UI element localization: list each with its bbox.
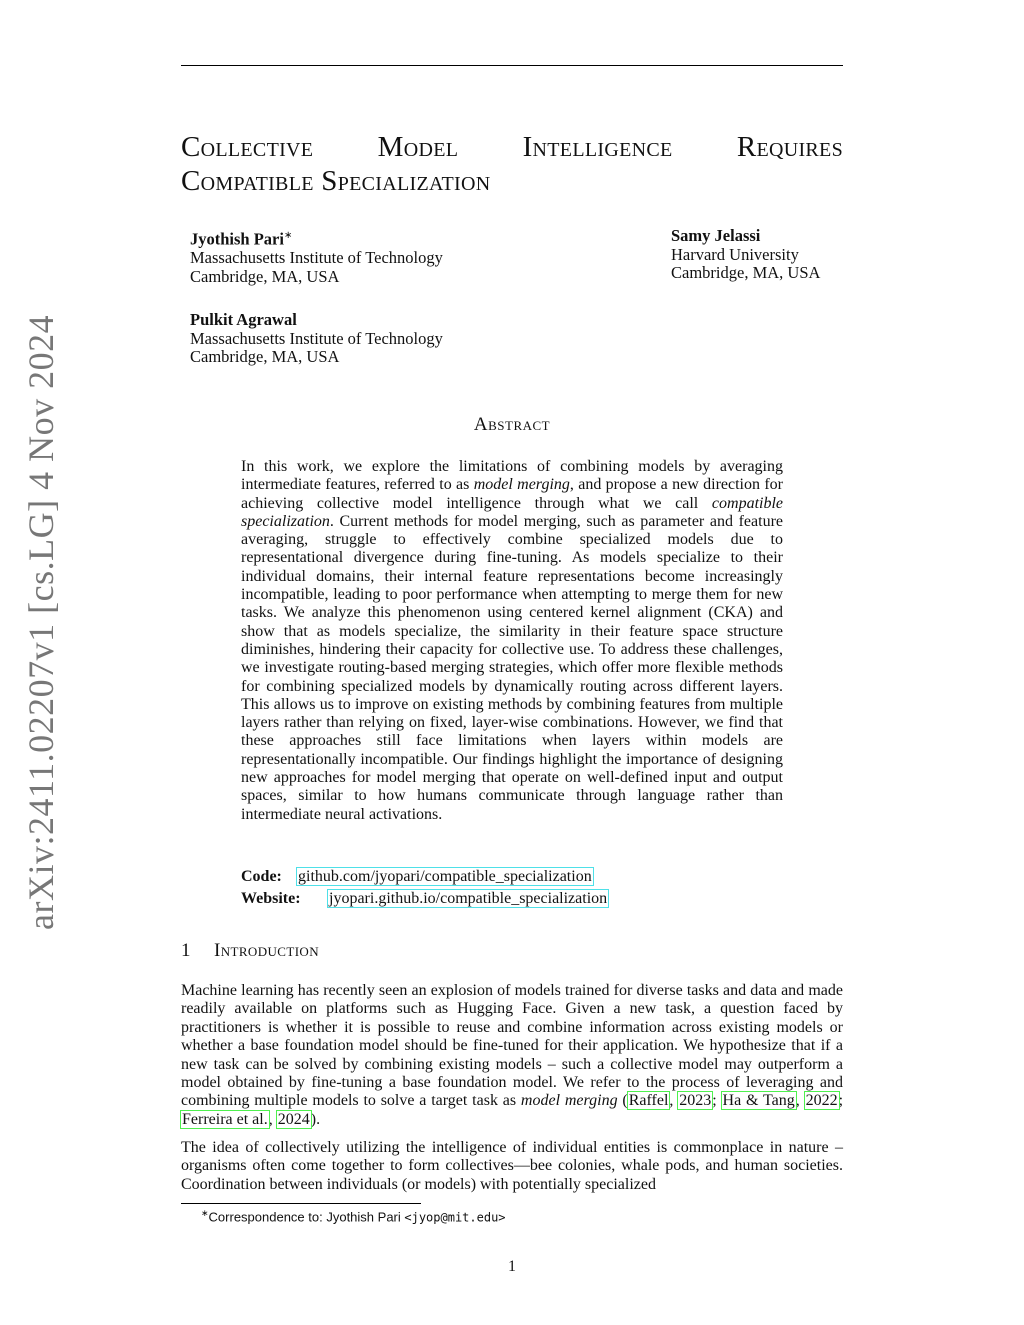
intro-paragraph-2: The idea of collectively utilizing the intelligence of individual entities is commonplace in nature – organisms often come together to form collectives—bee colonies, whale pods, and human societies. Coordination between individuals (or models) with potentially specialized	[181, 1139, 843, 1193]
author-location: Cambridge, MA, USA	[190, 266, 340, 286]
website-link[interactable]: jyopari.github.io/compatible_specialization	[329, 890, 608, 907]
paragraph-emphasis: model merging	[520, 1092, 618, 1110]
paper-title	[181, 130, 843, 198]
author-block	[190, 311, 443, 367]
paragraph-text: (	[617, 1092, 628, 1110]
footnote-text: Correspondence to: Jyothish Pari	[208, 1209, 405, 1225]
footnote-email[interactable]: <jyop@mit.edu>	[404, 1210, 506, 1225]
citation-link[interactable]: 2023	[679, 1092, 712, 1110]
title-word: Intelligence	[522, 131, 673, 163]
citation-link[interactable]: Raffel	[628, 1092, 669, 1110]
abstract-text: In this work, we explore the limitations of combining models by averaging intermediate features, referred to as	[241, 458, 783, 494]
abstract-text: , and propose a new direction for achieving collective model intelligence through what we call	[241, 476, 783, 512]
footnote-mark: ∗	[283, 230, 293, 241]
website-label: Website:	[241, 890, 301, 907]
author-name: Pulkit Agrawal	[190, 310, 297, 329]
title-line-2: Compatible Specialization	[181, 165, 491, 197]
author-block	[671, 227, 820, 283]
footnote	[201, 1208, 506, 1224]
paragraph-text: ).	[310, 1110, 321, 1128]
code-link[interactable]: github.com/jyopari/compatible_specialization	[298, 868, 592, 885]
page-number: 1	[508, 1258, 516, 1275]
abstract-heading: Abstract	[473, 414, 551, 435]
code-label: Code:	[241, 868, 282, 885]
author-location: Cambridge, MA, USA	[190, 347, 340, 366]
author-location: Cambridge, MA, USA	[671, 263, 821, 282]
abstract-text: . Current methods for model merging, such as parameter and feature averaging, struggle to effectively combine specialized models due to representational divergence during fine-tuning. As models specialize to their individual domains, their internal feature representations become increasingly incompatible, leading to poor performance when attempting to merge them for new tasks. We analyze this phenomenon using centered kernel alignment (CKA) and show that as models specialize, the similarity in their feature space structure diminishes, hindering their capacity for collective use. To address these challenges, we investigate routing-based merging strategies, which offer more flexible methods for combining specialized models by dynamically routing across different layers. This allows us to improve on existing methods by combining features from multiple layers rather than relying on fixed, layer-wise combinations. However, we find that these approaches still face limitations when layers within models are representationally incompatible. Our findings highlight the importance of designing new approaches for model merging that operate on well-defined input and output spaces, similar to how humans communicate through language rather than intermediate neural activations.	[241, 512, 783, 823]
footnote-mark: ∗	[201, 1208, 209, 1218]
section-title: Introduction	[214, 940, 320, 961]
author-name: Jyothish Pari	[190, 229, 284, 249]
title-word: Model	[377, 131, 459, 163]
title-word: Requires	[736, 131, 843, 163]
arxiv-stamp: arXiv:2411.02207v1 [cs.LG] 4 Nov 2024	[21, 314, 61, 930]
section-heading	[181, 940, 319, 962]
author-affiliation: Harvard University	[671, 244, 799, 264]
author-name: Samy Jelassi	[671, 226, 761, 245]
citation-link[interactable]: 2022	[805, 1092, 838, 1110]
footnote-rule	[181, 1203, 421, 1204]
citation-link[interactable]: Ha & Tang	[722, 1092, 795, 1110]
intro-paragraph-1: Machine learning has recently seen an explosion of models trained for diverse tasks and data and made readily available on platforms such as Hugging Face. Given a new task, a question faced by practitioners is whether it is possible to reuse and combine information across existing models or whether a base foundation model should be fine-tuned for their application. We hypothesize that if a new task can be solved by combining existing models – such a collective model may outperform a model obtained by fine-tuning a base foundation model. We refer to the process of leveraging and combining multiple models to solve a target task as model merging (Raffel, 2023; Ha & Tang, 2022; Ferreira et al., 2024).	[181, 982, 844, 1128]
abstract-body	[241, 458, 783, 824]
author-block	[190, 227, 443, 286]
top-rule	[181, 65, 843, 66]
author-affiliation: Massachusetts Institute of Technology	[190, 328, 443, 348]
citation-link[interactable]: Ferreira et al.	[182, 1110, 268, 1128]
abstract-emphasis: model merging	[473, 476, 570, 494]
paragraph-text: Machine learning has recently seen an explosion of models trained for diverse tasks and data and made readily available on platforms such as Hugging Face. Given a new task, a question faced by practitioners is whether it is possible to reuse and combine information across existing models or whether a base foundation model should be fine-tuned for their application. We hypothesize that if a new task can be solved by combining existing models – such a collective model may outperform a model obtained by fine-tuning a base foundation model. We refer to the process of leveraging and combining multiple models to solve a target task as	[181, 982, 843, 1110]
author-affiliation: Massachusetts Institute of Technology	[190, 248, 443, 267]
citation-link[interactable]: 2024	[277, 1110, 310, 1128]
abstract-emphasis: compatible specialization	[241, 494, 783, 530]
resource-links	[241, 866, 801, 910]
title-word: Collective	[181, 131, 314, 163]
section-number: 1	[181, 940, 191, 961]
